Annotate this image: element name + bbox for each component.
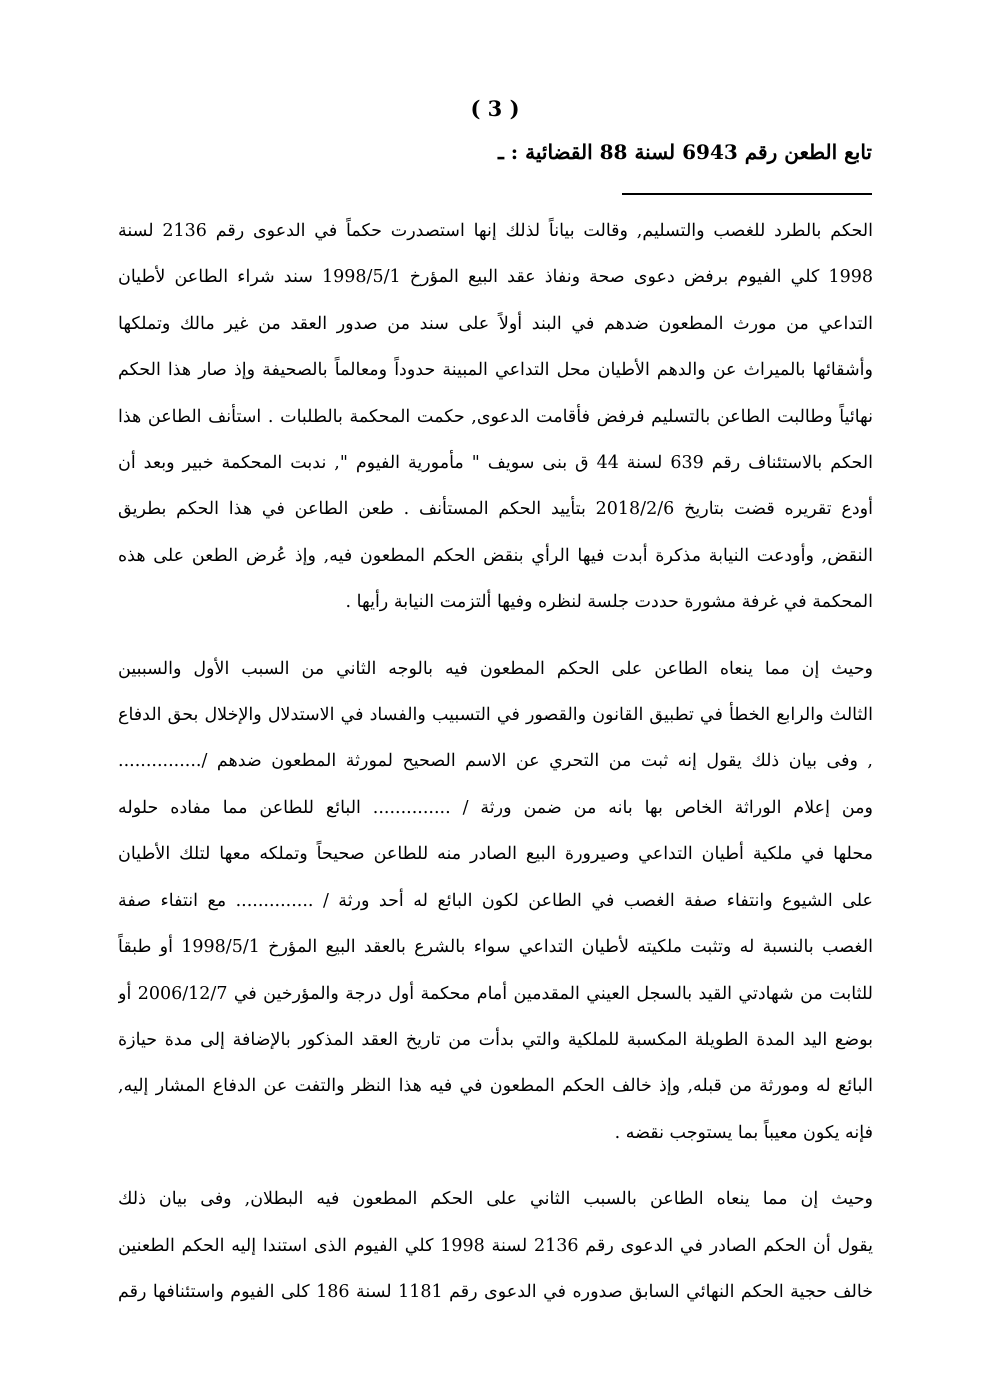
text-line: المحكمة في غرفة مشورة حددت جلسة لنظره وفيها ألتزمت النيابة رأيها .: [345, 592, 873, 613]
text-line: وأشقائها بالميراث عن والدهم الأطيان محل التداعي المبينة حدوداً ومعالماً بالصحيفة وإذ صار هذا الحكم: [118, 360, 873, 381]
text-line: للثابت من شهادتي القيد بالسجل العيني المقدمين أمام محكمة أول درجة والمؤرخين في 2006/12/7 أو: [118, 983, 873, 1004]
text-line: الثالث والرابع الخطأ في تطبيق القانون والقصور في التسبيب والفساد في الاستدلال والإخلال بحق الدفاع: [118, 705, 873, 726]
text-line: 1998 كلي الفيوم برفض دعوى صحة ونفاذ عقد البيع المؤرخ 1998/5/1 سند شراء الطاعن لأطيان: [118, 267, 873, 288]
page-number: ( 3 ): [470, 96, 520, 121]
text-line: وحيث إن مما ينعاه الطاعن على الحكم المطعون فيه بالوجه الثاني من السبب الأول والسببين: [118, 658, 873, 679]
text-line: بوضع اليد المدة الطويلة المكسبة للملكية والتي بدأت من تاريخ العقد المذكور بالإضافة إلى مدة حيازة: [118, 1029, 873, 1050]
text-line: على الشيوع وانتفاء صفة الغصب في الطاعن لكون البائع له أحد ورثة / .............. مع انتفاء صفة: [118, 890, 873, 911]
text-line: الحكم بالاستئناف رقم 639 لسنة 44 ق بنى سويف " مأمورية الفيوم ", ندبت المحكمة خبير وبعد أن: [118, 453, 873, 474]
text-line: فإنه يكون معيباً بما يستوجب نقضه .: [614, 1122, 873, 1143]
text-line: أودع تقريره قضت بتاريخ 2018/2/6 بتأييد الحكم المستأنف . طعن الطاعن في هذا الحكم بطريق: [118, 499, 873, 520]
text-line: الحكم بالطرد للغصب والتسليم, وقالت بياناً لذلك إنها استصدرت حكماً في الدعوى رقم 2136 لسنة: [118, 221, 873, 241]
text-line: ومن إعلام الوراثة الخاص بها بانه من ضمن ورثة / .............. البائع للطاعن مما مفاده حلوله: [118, 797, 873, 818]
text-line: النقض, وأودعت النيابة مذكرة أبدت فيها الرأي بنقض الحكم المطعون فيه, وإذ عُرض الطعن على هذه: [118, 545, 873, 566]
paragraph-3: [118, 1176, 873, 1315]
text-line: وحيث إن مما ينعاه الطاعن بالسبب الثاني على الحكم المطعون فيه البطلان, وفى بيان ذلك: [118, 1189, 873, 1210]
paragraph-gap: [118, 1156, 873, 1176]
document-body: [118, 208, 873, 1315]
text-line: نهائياً وطالبت الطاعن بالتسليم فرفض فأقامت الدعوى, حكمت المحكمة بالطلبات . استأنف الطاعن هذا: [118, 406, 873, 427]
text-line: البائع له ومورثة من قبله, وإذ خالف الحكم المطعون في فيه هذا النظر والتفت عن الدفاع المشار إليه,: [118, 1076, 873, 1097]
paragraph-2: [118, 646, 873, 1156]
header-divider: [622, 193, 872, 195]
paragraph-gap: [118, 626, 873, 646]
text-line: التداعي من مورث المطعون ضدهم في البند أولاً على سند من صدور العقد من غير مالك وتملكها: [118, 313, 873, 334]
text-line: يقول أن الحكم الصادر في الدعوى رقم 2136 لسنة 1998 كلي الفيوم الذى استندا إليه الحكم الطعنين: [118, 1235, 873, 1256]
case-header: تابع الطعن رقم 6943 لسنة 88 القضائية : ـ: [497, 140, 872, 164]
paragraph-1: [118, 208, 873, 626]
text-line: الغصب بالنسبة له وتثبت ملكيته لأطيان التداعي سواء بالشرع بالعقد البيع المؤرخ 1998/5/1 أو طبقاً: [118, 937, 873, 958]
text-line: محلها في ملكية أطيان التداعي وصيرورة البيع الصادر منه للطاعن صحيحاً وتملكه معها لتلك الأطيان: [118, 844, 873, 865]
text-line: , وفى بيان ذلك يقول إنه ثبت من التحري عن الاسم الصحيح لمورثة المطعون ضدهم /...............: [118, 751, 873, 772]
text-line: خالف حجية الحكم النهائي السابق صدوره في الدعوى رقم 1181 لسنة 186 كلى الفيوم واستئنافها رقم: [118, 1281, 873, 1302]
